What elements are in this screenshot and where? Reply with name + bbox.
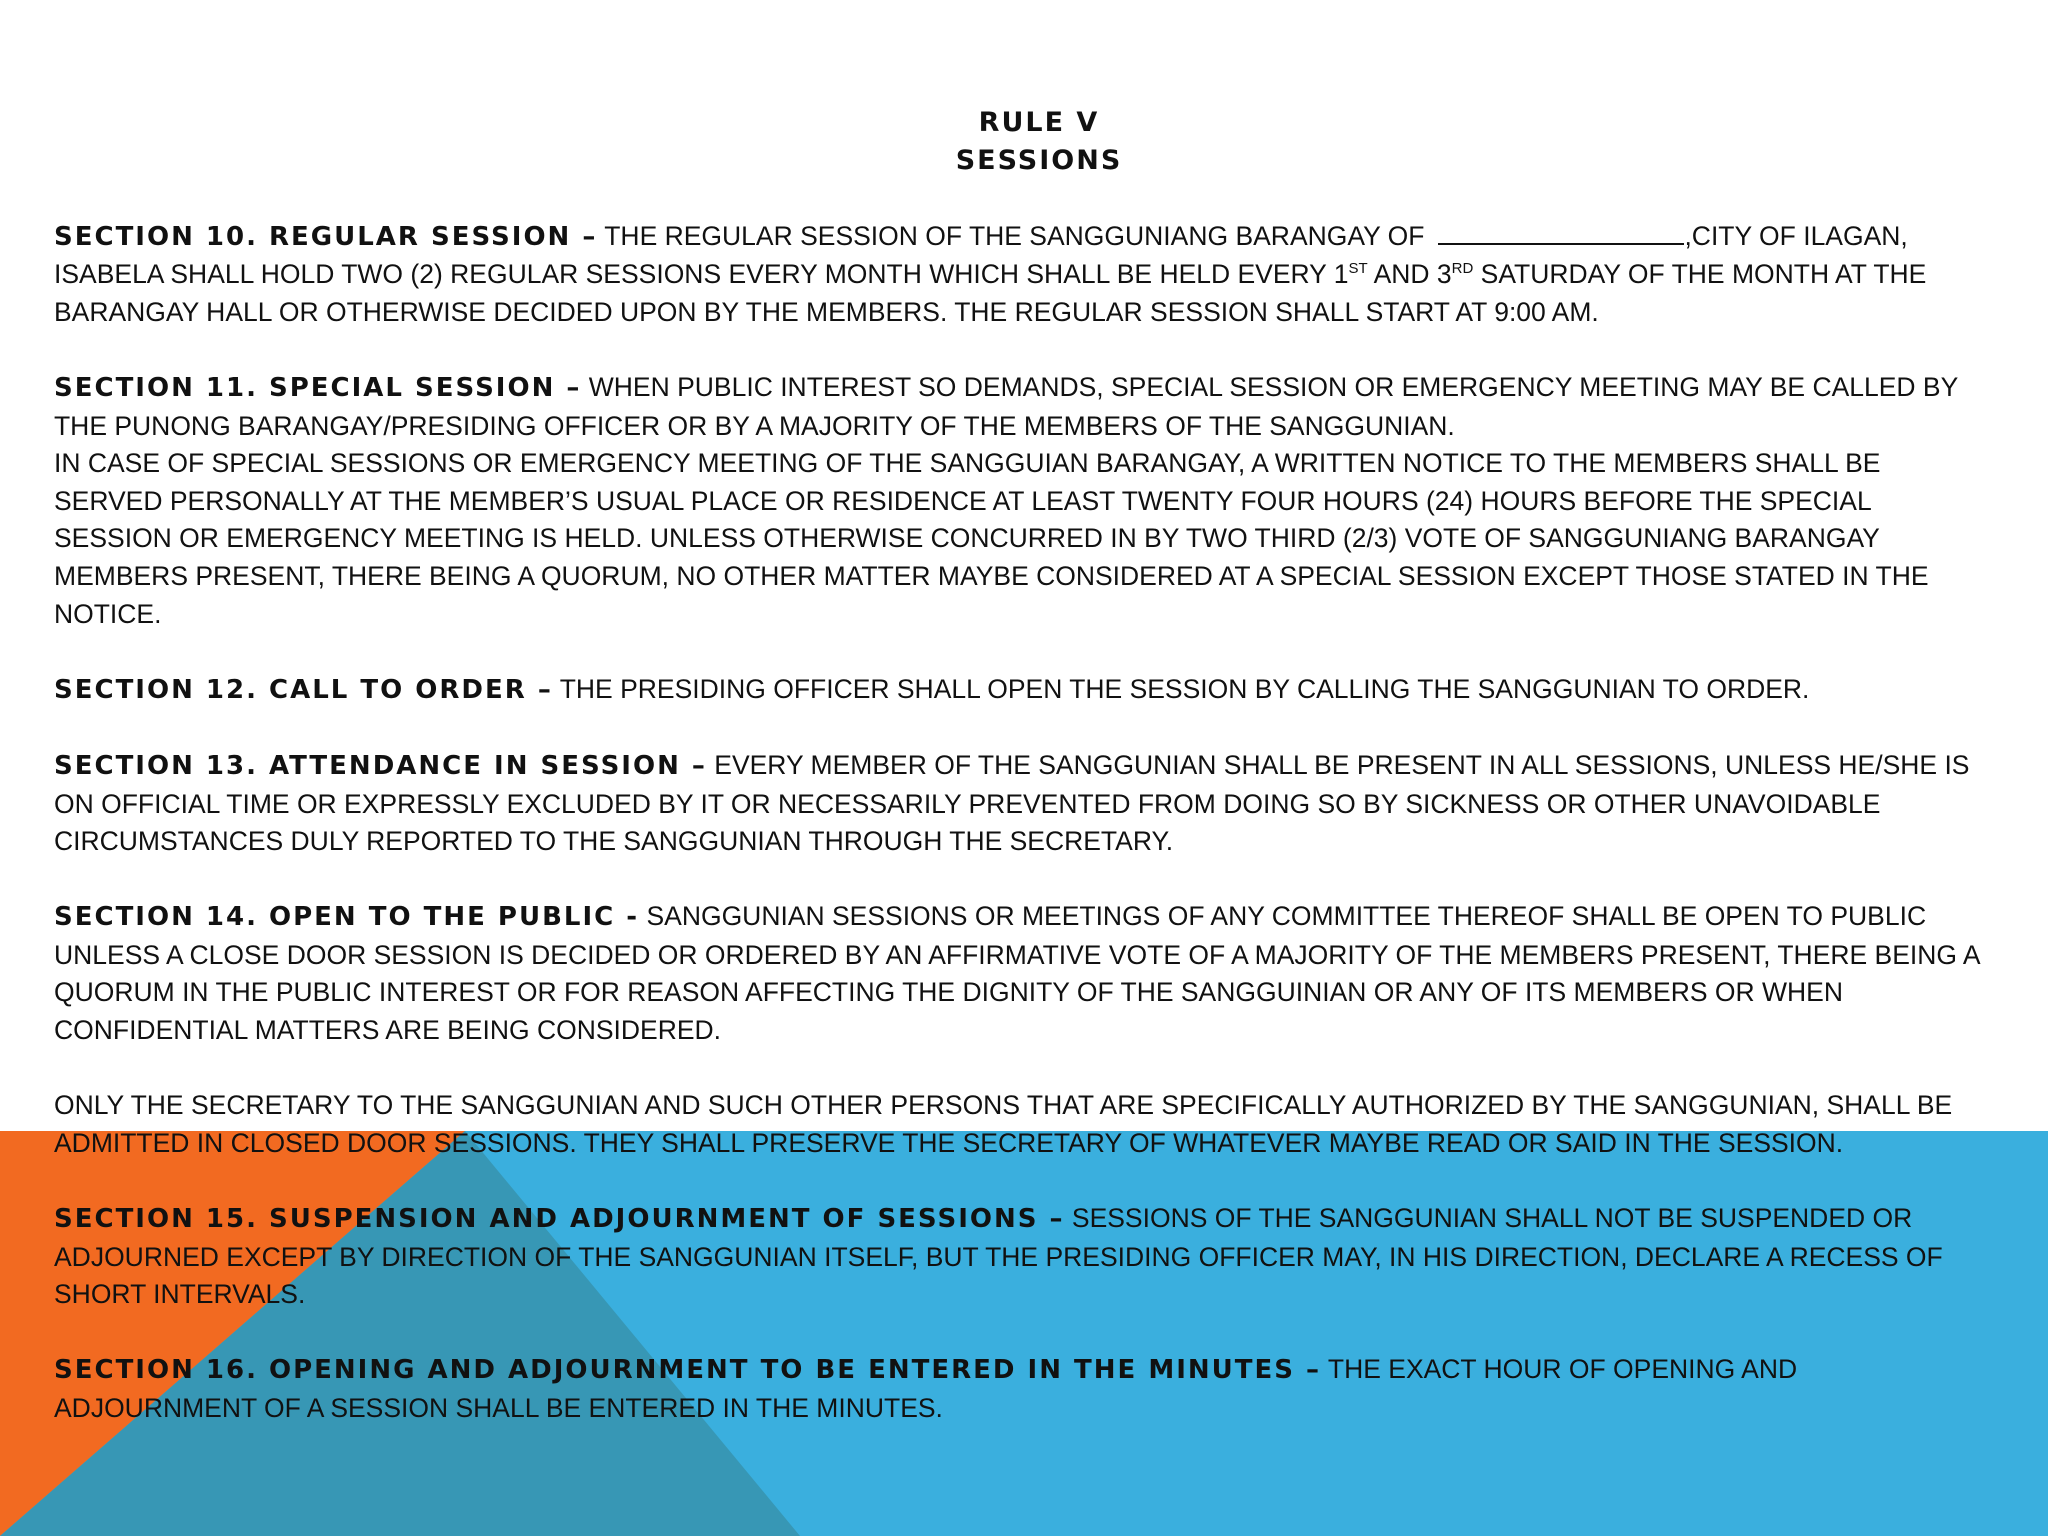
section-10-text-b: ,CITY OF ILAGAN, ISABELA SHALL HOLD TWO (2) REGULAR SESSIONS EVERY MONTH WHICH SHALL BE HELD EVERY 1 — [54, 220, 1908, 290]
section-14-text: SANGGUNIAN SESSIONS OR MEETINGS OF ANY COMMITTEE THEREOF SHALL BE OPEN TO PUBLIC UNLESS A CLOSE DOOR SESSION IS DECIDED OR ORDERED BY AN AFFIRMATIVE VOTE OF A MAJORITY OF THE MEMBERS PRESENT, THERE BEING A QUORUM IN THE PUBLIC INTEREST OR FOR REASON AFFECTING THE DIGNITY OF THE SANGGUINIAN OR ANY OF ITS MEMBERS OR WHEN CONFIDENTIAL MATTERS ARE BEING CONSIDERED. — [54, 901, 1980, 1046]
section-11-notice: IN CASE OF SPECIAL SESSIONS OR EMERGENCY MEETING OF THE SANGGUIAN BARANGAY, A WRITTEN NOTICE TO THE MEMBERS SHALL BE SERVED PERSONALLY AT THE MEMBER’S USUAL PLACE OR RESIDENCE AT LEAST TWENTY FOUR HOURS (24) HOURS BEFORE THE SPECIAL SESSION OR EMERGENCY MEETING IS HELD. UNLESS OTHERWISE CONCURRED IN BY TWO THIRD (2/3) VOTE OF SANGGUNIANG BARANGAY MEMBERS PRESENT, THERE BEING A QUORUM, NO OTHER MATTER MAYBE CONSIDERED AT A SPECIAL SESSION EXCEPT THOSE STATED IN THE NOTICE. — [54, 448, 1929, 629]
section-10-title: SECTION 10. REGULAR SESSION – — [54, 221, 598, 252]
slide-content — [54, 104, 1994, 1428]
barangay-name-blank — [1438, 219, 1684, 245]
section-13 — [54, 747, 1994, 861]
section-15-text: SESSIONS OF THE SANGGUNIAN SHALL NOT BE SUSPENDED OR ADJOURNED EXCEPT BY DIRECTION OF THE SANGGUNIAN ITSELF, BUT THE PRESIDING OFFICER MAY, IN HIS DIRECTION, DECLARE A RECESS OF SHORT INTERVALS. — [54, 1203, 1943, 1310]
section-11 — [54, 369, 1994, 445]
section-16-title: SECTION 16. OPENING AND ADJOURNMENT TO BE ENTERED IN THE MINUTES – — [54, 1355, 1322, 1386]
section-14-title: SECTION 14. OPEN TO THE PUBLIC - — [54, 902, 640, 933]
section-12-text: THE PRESIDING OFFICER SHALL OPEN THE SESSION BY CALLING THE SANGGUNIAN TO ORDER. — [559, 673, 1810, 704]
section-12-title: SECTION 12. CALL TO ORDER – — [54, 674, 553, 705]
section-15-title: SECTION 15. SUSPENSION AND ADJOURNMENT OF SESSIONS – — [54, 1204, 1065, 1235]
section-14 — [54, 898, 1994, 1049]
section-10-text-a: THE REGULAR SESSION OF THE SANGGUNIANG BARANGAY OF — [604, 220, 1425, 251]
section-13-title: SECTION 13. ATTENDANCE IN SESSION – — [54, 750, 707, 781]
section-16-text: THE EXACT HOUR OF OPENING AND ADJOURNMENT OF A SESSION SHALL BE ENTERED IN THE MINUTES. — [54, 1354, 1798, 1423]
rule-title: RULE V — [978, 107, 1100, 138]
section-14-closed-door: ONLY THE SECRETARY TO THE SANGGUNIAN AND SUCH OTHER PERSONS THAT ARE SPECIFICALLY AUTHORIZED BY THE SANGGUNIAN, SHALL BE ADMITTED IN CLOSED DOOR SESSIONS. THEY SHALL PRESERVE THE SECRETARY OF WHATEVER MAYBE READ OR SAID IN THE SESSION. — [54, 1090, 1953, 1158]
section-10-sup-st: ST — [1348, 260, 1368, 278]
section-10-text-d: SATURDAY OF THE MONTH AT THE BARANGAY HALL OR OTHERWISE DECIDED UPON BY THE MEMBERS. THE REGULAR SESSION SHALL START AT 9:00 AM. — [54, 259, 1927, 327]
section-13-text: EVERY MEMBER OF THE SANGGUNIAN SHALL BE PRESENT IN ALL SESSIONS, UNLESS HE/SHE IS ON OFFICIAL TIME OR EXPRESSLY EXCLUDED BY IT OR NECESSARILY PREVENTED FROM DOING SO BY SICKNESS OR OTHER UNAVOIDABLE CIRCUMSTANCES DULY REPORTED TO THE SANGGUNIAN THROUGH THE SECRETARY. — [54, 749, 1970, 857]
section-12 — [54, 671, 1994, 710]
section-10-text-c: AND 3 — [1373, 259, 1452, 290]
section-10 — [54, 218, 1994, 332]
section-10-sup-rd: RD — [1451, 260, 1474, 278]
section-11-text: WHEN PUBLIC INTEREST SO DEMANDS, SPECIAL SESSION OR EMERGENCY MEETING MAY BE CALLED BY THE PUNONG BARANGAY/PRESIDING OFFICER OR BY A MAJORITY OF THE MEMBERS OF THE SANGGUNIAN. — [54, 371, 1958, 441]
section-11-title: SECTION 11. SPECIAL SESSION – — [54, 372, 582, 403]
section-15 — [54, 1200, 1994, 1314]
slide-heading — [54, 104, 1994, 180]
section-16 — [54, 1351, 1994, 1427]
rule-subtitle: SESSIONS — [955, 145, 1123, 176]
